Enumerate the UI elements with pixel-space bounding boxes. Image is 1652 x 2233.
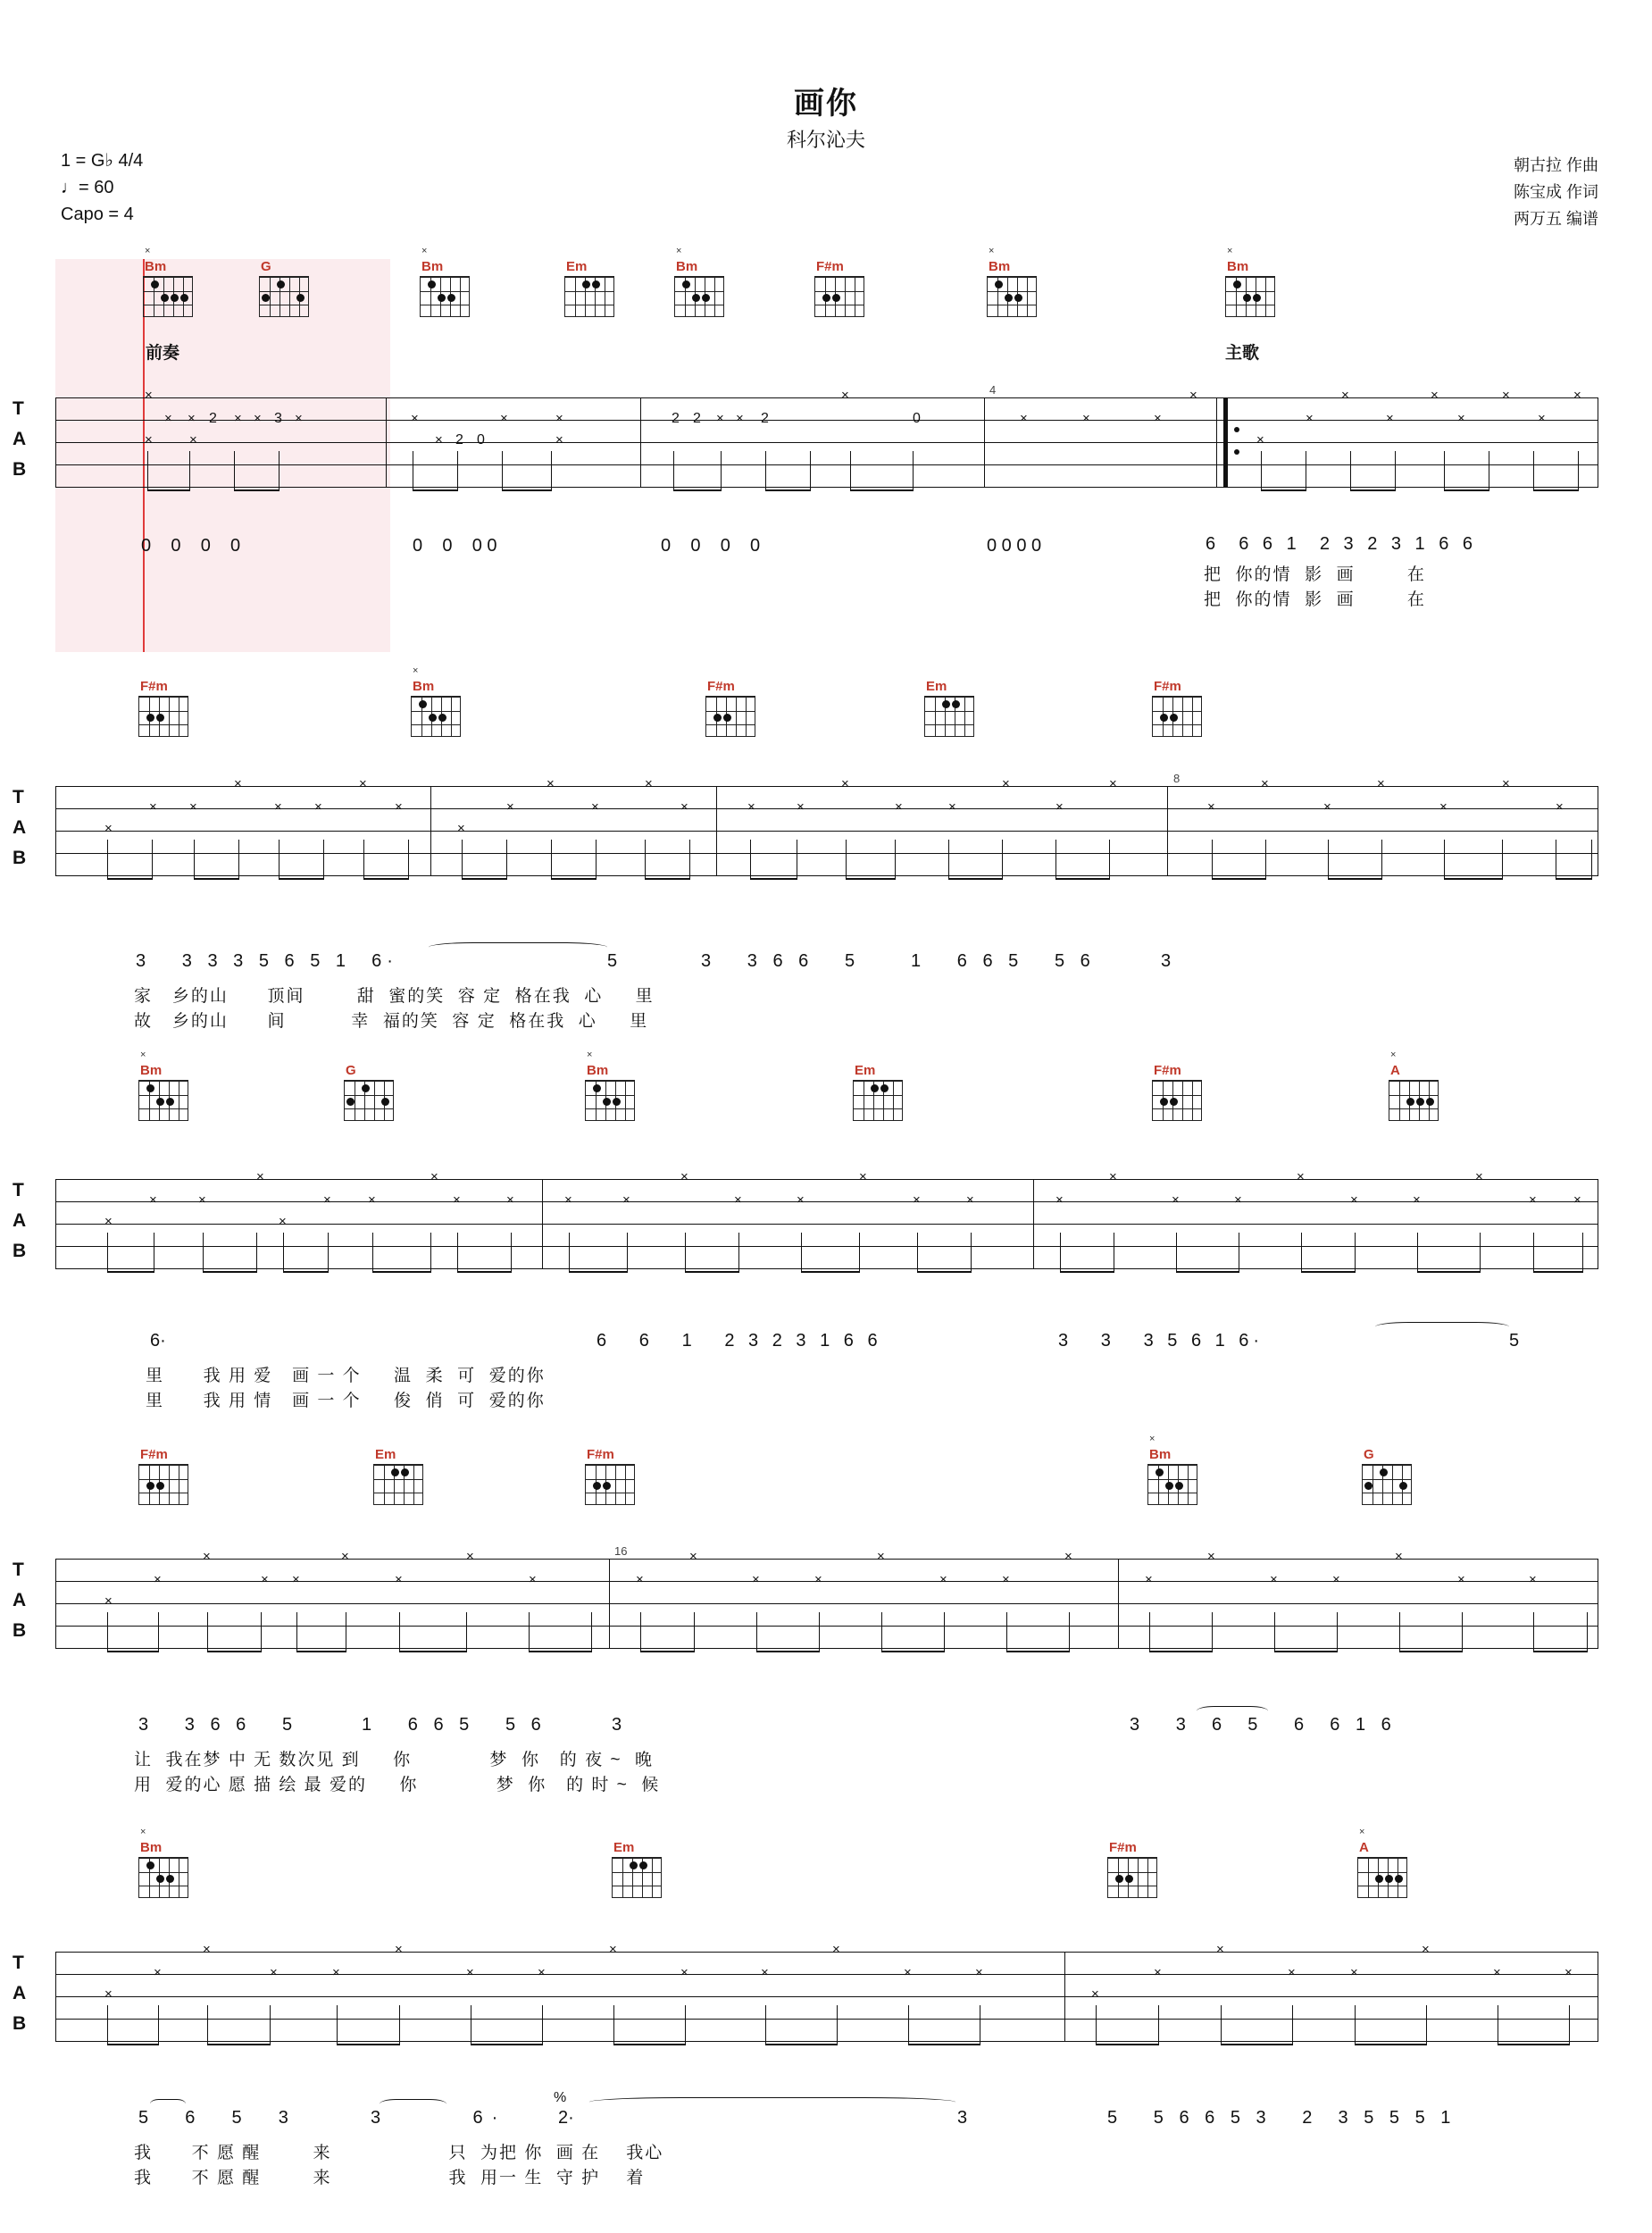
chord-name: F#m <box>587 1447 614 1462</box>
chord-grid <box>612 1857 662 1898</box>
repeat-barline <box>1223 397 1228 488</box>
chord-name: F#m <box>1109 1840 1137 1855</box>
chord-name: Bm <box>421 259 444 274</box>
tab-staff: T A B × × × × × × × × × × × × × × × × × × × × × × <box>55 1952 1598 2041</box>
measure-number: 16 <box>614 1544 628 1558</box>
chord-diagram-fsharpm <box>138 679 203 737</box>
chord-name: F#m <box>140 679 168 694</box>
chord-name: F#m <box>816 259 844 274</box>
numbered-notation: 1 6 6 5 5 6 <box>362 1715 546 1735</box>
tab-clef: T A B <box>13 1180 28 1261</box>
chord-grid <box>1362 1464 1412 1505</box>
chord-name: Bm <box>676 259 698 274</box>
capo-marking: Capo = 4 <box>61 205 134 224</box>
chord-diagram-bm: Bm × <box>138 1840 203 1898</box>
score-meta-left <box>61 147 143 228</box>
chord-diagram-fsharpm <box>1152 1063 1216 1121</box>
chord-diagram-em <box>924 679 989 737</box>
system-2 <box>0 665 1652 1054</box>
chord-diagram-bm: Bm × <box>585 1063 649 1121</box>
numbered-notation: 3 6· <box>371 2108 507 2128</box>
tie-slur <box>150 2099 186 2109</box>
verse-marker: 主歌 <box>1225 344 1260 363</box>
chord-name: Bm <box>413 679 435 694</box>
numbered-notation: 3 <box>612 1715 622 1735</box>
tie-slur <box>1197 1706 1268 1716</box>
tab-clef: T A B <box>13 787 28 868</box>
lyric-line-2: 里 我 用 情 画 一 个 俊 俏 可 爱的你 <box>146 1392 546 1410</box>
chord-name: G <box>1364 1447 1374 1462</box>
lyric-line-1: 让 我在梦 中 无 数次见 到 你 梦 你 的 夜 ~ 晚 <box>134 1751 655 1769</box>
chord-diagram-fsharpm <box>1107 1840 1172 1898</box>
chord-diagram-em <box>853 1063 917 1121</box>
chord-grid <box>138 1080 188 1121</box>
chord-name: Bm <box>587 1063 609 1078</box>
numbered-notation: 0 0 0 0 <box>413 536 497 556</box>
system-3 <box>0 1050 1652 1438</box>
chord-grid <box>138 1857 188 1898</box>
chord-diagram-em <box>373 1447 438 1505</box>
system-5 <box>0 1822 1652 2215</box>
chord-diagram-bm: Bm × <box>1147 1447 1212 1505</box>
chord-diagram-g <box>344 1063 408 1121</box>
chord-grid <box>259 276 309 317</box>
chord-diagram-em <box>612 1840 676 1898</box>
chord-grid <box>814 276 864 317</box>
chord-grid <box>924 696 974 737</box>
chord-name: Bm <box>989 259 1011 274</box>
lyric-line-2: 用 爱的心 愿 描 绘 最 爱的 你 梦 你 的 时 ~ 候 <box>134 1776 661 1794</box>
lyric-line-1: 里 我 用 爱 画 一 个 温 柔 可 爱的你 <box>146 1367 546 1385</box>
lyric-line-2: 把 你的情 影 画 在 <box>1204 590 1426 609</box>
credit-lyricist: 陈宝成 作词 <box>1513 183 1598 201</box>
numbered-notation: 3 <box>1161 951 1172 971</box>
tie-slur <box>429 942 607 952</box>
chord-grid <box>585 1464 635 1505</box>
numbered-notation: 3 3 6 6 5 <box>701 951 861 971</box>
chord-grid <box>420 276 470 317</box>
chord-grid <box>1152 1080 1202 1121</box>
chord-name: F#m <box>707 679 735 694</box>
chord-name: Bm <box>145 259 167 274</box>
chord-diagram-bm: Bm × <box>420 259 484 317</box>
numbered-notation: 3 3 6 6 5 <box>138 1715 298 1735</box>
tempo-marking: ♩= 60 <box>61 178 114 197</box>
numbered-notation: 3 3 3 5 6 1 6· <box>1058 1331 1264 1351</box>
chord-grid <box>987 276 1037 317</box>
tab-clef: T A B <box>13 398 28 480</box>
chord-grid <box>373 1464 423 1505</box>
credit-arranger: 两万五 编谱 <box>1513 210 1598 228</box>
chord-name: Em <box>375 1447 396 1462</box>
numbered-notation: 3 3 3 3 5 6 5 1 6· <box>136 951 398 971</box>
score-credits <box>1514 152 1598 232</box>
tab-staff: T A B 4 × × × × 2 × × 3 × × × × 2 0 × × 2 2 × × 2 × 0 × × × × × × × × × × × × × × <box>55 397 1598 487</box>
chord-name: F#m <box>1154 679 1181 694</box>
measure-number: 4 <box>989 383 997 397</box>
chord-grid <box>138 1464 188 1505</box>
lyric-line-1: 家 乡的山 顶间 甜 蜜的笑 容 定 格在我 心 里 <box>134 987 655 1006</box>
chord-diagram-a: A × <box>1357 1840 1422 1898</box>
chord-diagram-g <box>1362 1447 1426 1505</box>
chord-name: Em <box>566 259 588 274</box>
key-signature: 1 = G♭ 4/4 <box>61 151 144 171</box>
system-4 <box>0 1429 1652 1822</box>
chord-diagram-bm: Bm × <box>674 259 738 317</box>
chord-diagram-fsharpm <box>138 1447 203 1505</box>
chord-grid <box>705 696 755 737</box>
chord-name: G <box>261 259 271 274</box>
segno-repeat: % <box>554 2090 567 2105</box>
measure-number: 8 <box>1173 772 1181 785</box>
numbered-notation: 0 0 0 0 <box>141 536 241 556</box>
chord-name: G <box>346 1063 356 1078</box>
chord-diagram-fsharpm <box>1152 679 1216 737</box>
chord-diagram-a: A × <box>1389 1063 1453 1121</box>
numbered-notation: 6· <box>150 1331 166 1351</box>
chord-name: Bm <box>1227 259 1249 274</box>
numbered-notation: 0 0 0 0 <box>661 536 761 556</box>
lyric-line-1: 把 你的情 影 画 在 <box>1204 565 1426 584</box>
chord-diagram-g <box>259 259 323 317</box>
chord-diagram-bm: Bm × <box>411 679 475 737</box>
tab-staff: T A B × × × × × × × × × × × × × × × × × × × × × × × × × × × × <box>55 1179 1598 1268</box>
tie-slur <box>380 2099 446 2109</box>
artist-name: 科尔沁夫 <box>786 129 865 151</box>
chord-grid <box>1225 276 1275 317</box>
chord-name: A <box>1390 1063 1400 1078</box>
numbered-notation: 6 6 1 2 3 2 3 1 6 6 <box>597 1331 882 1351</box>
chord-grid <box>1147 1464 1197 1505</box>
chord-grid <box>411 696 461 737</box>
chord-grid <box>674 276 724 317</box>
numbered-notation: 5 6 5 3 <box>138 2108 297 2128</box>
numbered-notation: 0 0 0 0 <box>987 536 1042 556</box>
chord-name: Em <box>855 1063 876 1078</box>
numbered-notation: 3 3 6 5 6 6 1 6 <box>1130 1715 1397 1735</box>
chord-diagram-fsharpm <box>705 679 770 737</box>
chord-name: Bm <box>1149 1447 1172 1462</box>
numbered-notation: 2· <box>558 2108 574 2128</box>
numbered-notation: 5 <box>607 951 618 971</box>
chord-name: Bm <box>140 1840 163 1855</box>
tab-staff: T A B 16 × × × × × × × × × × × × × × × × × × × × × × × × <box>55 1559 1598 1648</box>
credit-composer: 朝古拉 作曲 <box>1513 156 1598 174</box>
tie-slur <box>589 2097 955 2107</box>
lyric-line-2: 故 乡的山 间 幸 福的笑 容 定 格在我 心 里 <box>134 1012 649 1031</box>
chord-grid <box>1357 1857 1407 1898</box>
numbered-notation: 5 <box>1509 1331 1520 1351</box>
chord-grid <box>853 1080 903 1121</box>
lyric-line-2: 我 不 愿 醒 来 我 用一 生 守 护 着 <box>134 2169 646 2187</box>
chord-diagram-em <box>564 259 629 317</box>
tab-staff: T A B 8 × × × × × × × × × × × × × × × × × × × × × × × × × × × × × <box>55 786 1598 875</box>
numbered-notation: 6 6 6 1 2 3 2 3 1 6 6 <box>1206 534 1478 554</box>
chord-diagram-fsharpm <box>814 259 879 317</box>
chord-grid <box>1107 1857 1157 1898</box>
chord-grid <box>344 1080 394 1121</box>
chord-diagram-bm: Bm × <box>987 259 1051 317</box>
chord-diagram-bm: Bm × <box>138 1063 203 1121</box>
chord-grid <box>564 276 614 317</box>
chord-grid <box>1389 1080 1439 1121</box>
numbered-notation: 3 <box>957 2108 968 2128</box>
chord-grid <box>143 276 193 317</box>
tab-clef: T A B <box>13 1953 28 2034</box>
numbered-notation: 1 6 6 5 5 6 <box>911 951 1096 971</box>
chord-grid <box>138 696 188 737</box>
chord-diagram-bm: Bm × <box>1225 259 1289 317</box>
page-title: 画你 <box>794 87 858 121</box>
lyric-line-1: 我 不 愿 醒 来 只 为把 你 画 在 我心 <box>134 2144 664 2162</box>
tie-slur <box>1375 1322 1509 1332</box>
chord-name: Em <box>613 1840 635 1855</box>
chord-diagram-bm: Bm × <box>143 259 207 317</box>
numbered-notation: 5 5 6 6 5 3 2 3 5 5 5 1 <box>1107 2108 1456 2128</box>
tab-clef: T A B <box>13 1560 28 1641</box>
intro-marker: 前奏 <box>146 344 180 363</box>
chord-name: Em <box>926 679 947 694</box>
chord-diagram-fsharpm <box>585 1447 649 1505</box>
system-1 <box>0 246 1652 652</box>
chord-grid <box>585 1080 635 1121</box>
chord-name: F#m <box>140 1447 168 1462</box>
chord-name: A <box>1359 1840 1369 1855</box>
chord-name: F#m <box>1154 1063 1181 1078</box>
chord-grid <box>1152 696 1202 737</box>
chord-name: Bm <box>140 1063 163 1078</box>
